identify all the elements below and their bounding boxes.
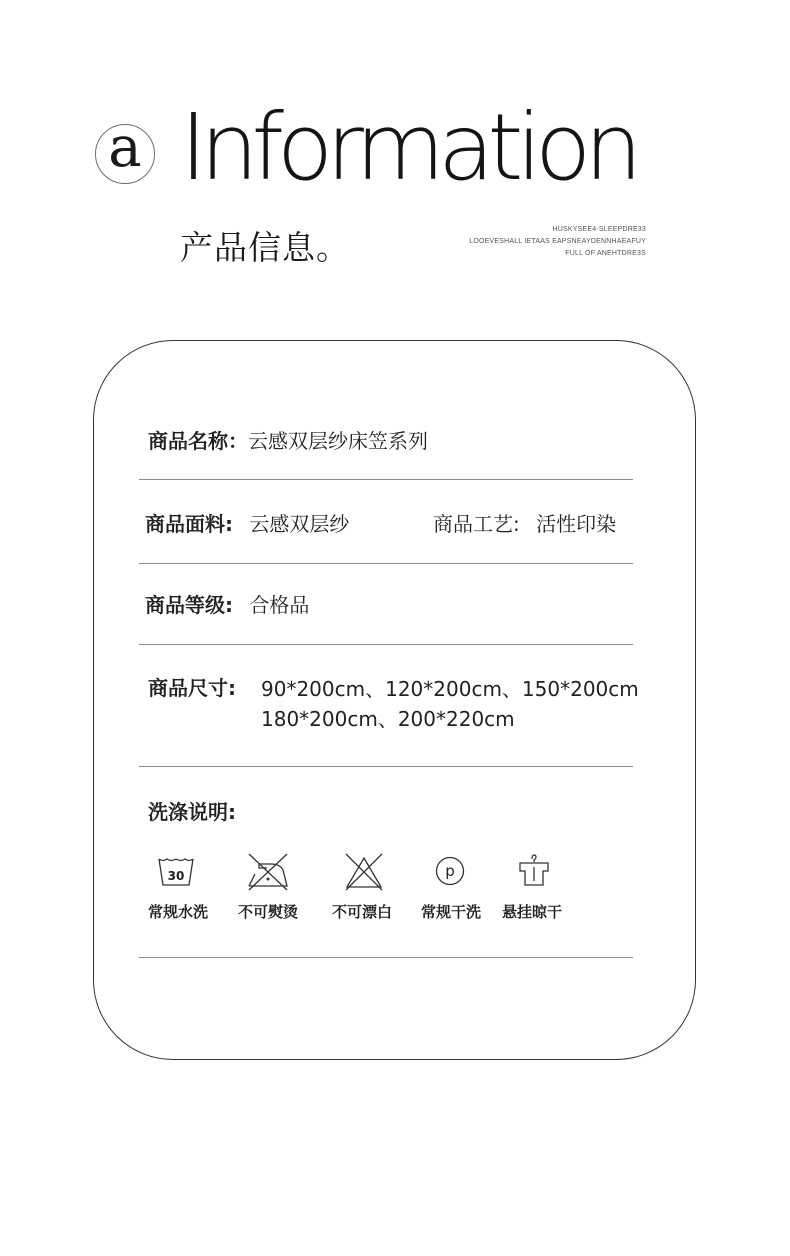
care-label-no-bleach: 不可漂白	[332, 903, 393, 921]
fabric-row	[145, 510, 349, 538]
care-label-hang-dry: 悬挂晾干	[502, 903, 563, 921]
product-name-row	[148, 427, 428, 455]
product-name-value: 云感双层纱床笠系列	[248, 429, 428, 453]
grade-label: 商品等级:	[145, 593, 233, 617]
craft-label: 商品工艺:	[433, 512, 520, 536]
care-instructions-heading	[148, 798, 236, 826]
fabric-label: 商品面料:	[145, 512, 233, 536]
fabric-value: 云感双层纱	[249, 512, 350, 536]
tagline-line: LOOEVESHALL IETAAS EAPSNEAYDENNHAEAFUY	[469, 238, 646, 245]
care-label-no-iron: 不可熨烫	[238, 903, 299, 921]
wash-30-icon	[157, 856, 195, 888]
size-value-line1: 90*200cm、120*200cm、150*200cm	[261, 677, 639, 701]
size-value-line2: 180*200cm、200*220cm	[261, 707, 515, 731]
logo-badge-letter: a	[108, 115, 142, 180]
divider	[139, 563, 633, 564]
divider	[139, 479, 633, 480]
divider	[139, 766, 633, 767]
dry-clean-letter: p	[445, 862, 455, 880]
care-instructions-label: 洗涤说明:	[148, 800, 236, 824]
no-bleach-icon	[343, 852, 385, 892]
size-label	[148, 674, 236, 702]
hang-dry-icon	[517, 853, 551, 889]
no-iron-icon	[245, 852, 291, 892]
tagline-line: HUSKYSEE4-SLEEPDRE33	[552, 226, 646, 233]
page-title-chinese: 产品信息。	[180, 228, 350, 267]
grade-value: 合格品	[249, 593, 310, 617]
divider	[139, 644, 633, 645]
grade-row	[145, 591, 309, 619]
care-label-wash: 常规水洗	[148, 903, 209, 921]
product-name-label: 商品名称：	[148, 429, 248, 453]
dry-clean-p-icon	[435, 856, 465, 886]
care-label-dry-clean: 常规干洗	[421, 903, 482, 921]
divider	[139, 957, 633, 958]
tagline-line: FULL OF ANEHTDRE3S	[565, 250, 646, 257]
tagline	[469, 224, 646, 260]
craft-row	[433, 510, 616, 538]
size-label-text: 商品尺寸:	[148, 676, 236, 700]
page-title-english: Information	[180, 94, 636, 201]
wash-temp: 30	[167, 869, 185, 883]
craft-value: 活性印染	[536, 512, 617, 536]
